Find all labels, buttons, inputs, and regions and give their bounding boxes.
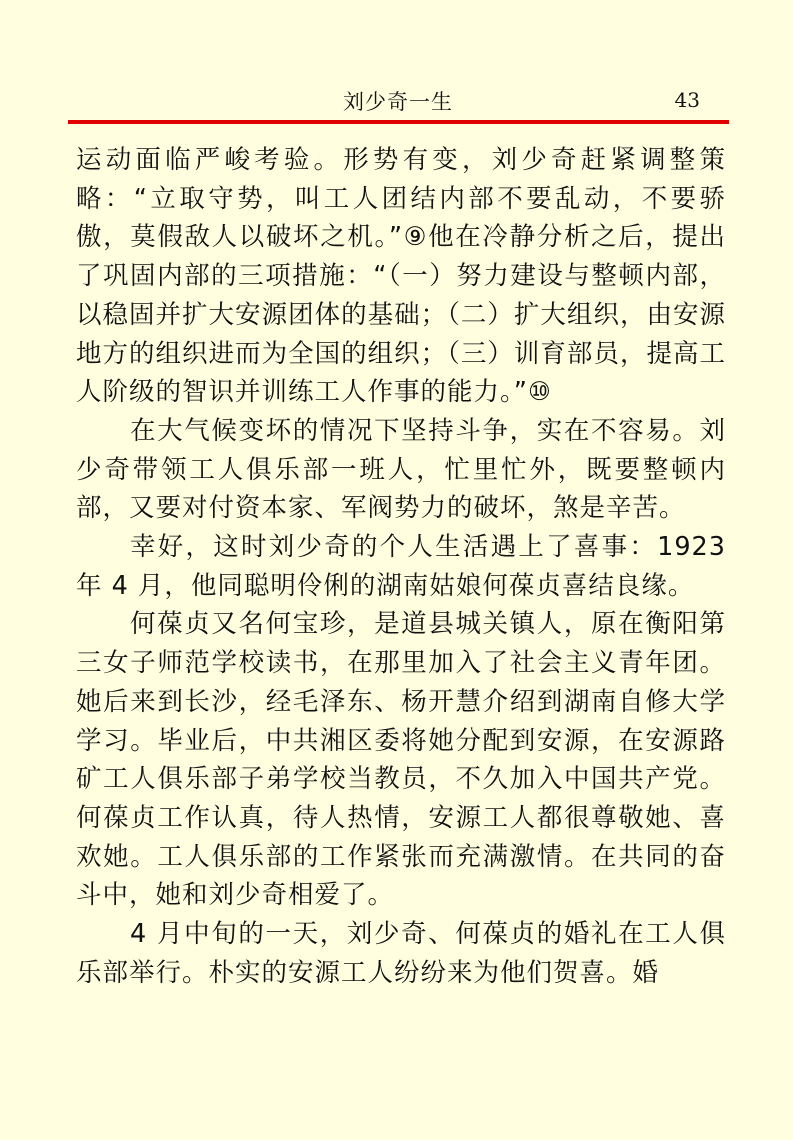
header-rule [68, 120, 729, 124]
paragraph: 运动面临严峻考验。形势有变，刘少奇赶紧调整策略：“立取守势，叫工人团结内部不要乱动，不要骄傲，莫假敌人以破坏之机。”⑨他在冷静分析之后，提出了巩固内部的三项措施：“（一）努力建设与整顿内部，以稳固并扩大安源团体的基础；（二）扩大组织，由安源地方的组织进而为全国的组织；（三）训育部员，提高工人阶级的智识并训练工人作事的能力。”⑩ [76, 145, 726, 408]
book-title: 刘少奇一生 [343, 90, 453, 114]
running-header [70, 84, 728, 118]
paragraph: 在大气候变坏的情况下坚持斗争，实在不容易。刘少奇带领工人俱乐部一班人，忙里忙外，既要整顿内部，又要对付资本家、军阀势力的破坏，煞是辛苦。 [76, 415, 726, 524]
body-text [76, 141, 726, 992]
paragraph: 4 月中旬的一天，刘少奇、何葆贞的婚礼在工人俱乐部举行。朴实的安源工人纷纷来为他们贺喜。婚 [76, 919, 726, 988]
paragraph: 何葆贞又名何宝珍，是道县城关镇人，原在衡阳第三女子师范学校读书，在那里加入了社会主义青年团。她后来到长沙，经毛泽东、杨开慧介绍到湖南自修大学学习。毕业后，中共湘区委将她分配到安源，在安源路矿工人俱乐部子弟学校当教员，不久加入中国共产党。何葆贞工作认真，待人热情，安源工人都很尊敬她、喜欢她。工人俱乐部的工作紧张而充满激情。在共同的奋斗中，她和刘少奇相爱了。 [76, 609, 726, 911]
paragraph: 幸好，这时刘少奇的个人生活遇上了喜事：1923年 4 月，他同聪明伶俐的湖南姑娘何葆贞喜结良缘。 [76, 532, 726, 601]
page-number: 43 [674, 88, 700, 112]
